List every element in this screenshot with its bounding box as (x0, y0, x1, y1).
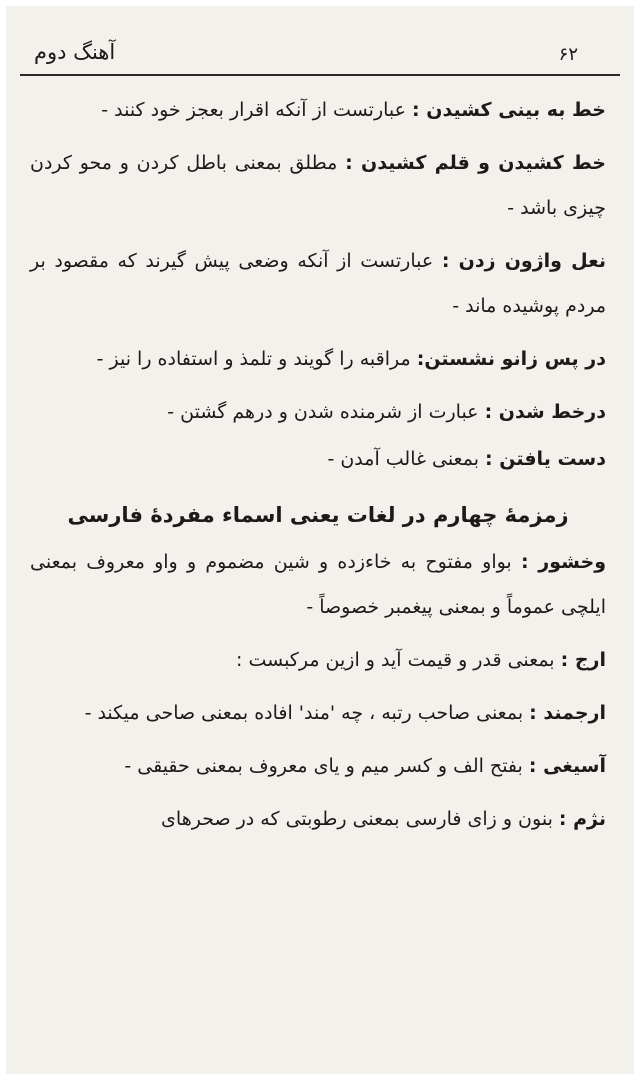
entry-definition: عبارتست از آنکه اقرار بعجز خود کنند - (101, 99, 406, 121)
entry-definition: بمعنی صاحب رتبه ، چه 'مند' افاده بمعنی صاحی میکند - (84, 702, 524, 724)
book-page (6, 6, 634, 1074)
dictionary-entry (30, 88, 606, 133)
dictionary-entry (30, 797, 606, 842)
dictionary-entry (30, 437, 606, 482)
dictionary-entry (30, 744, 606, 789)
dictionary-entry (30, 638, 606, 683)
entry-definition: بفتح الف و کسر میم و یای معروف بمعنی حقیقی - (124, 755, 523, 777)
entry-term: درخط شدن : (484, 401, 606, 423)
entry-definition: عبارت از شرمنده شدن و درهم گشتن - (167, 401, 479, 423)
entry-definition: بواو مفتوح به خاءزده و شین مضموم و واو معروف بمعنی ایلچی عموماً و بمعنی پیغمبر خصوصاً - (30, 551, 606, 618)
page-header (20, 30, 620, 76)
page-number: ۶۲ (558, 44, 578, 65)
dictionary-entry (30, 141, 606, 231)
running-head: آهنگ دوم (34, 40, 116, 64)
entry-term: وخشور : (520, 551, 606, 573)
entry-definition: بمعنی غالب آمدن - (327, 448, 479, 470)
entry-term: خط به بینی کشیدن : (412, 99, 606, 121)
entry-term: ارج : (560, 649, 606, 671)
entry-term: در پس زانو نشستن: (416, 348, 606, 370)
entry-definition: مراقبه را گویند و تلمذ و استفاده را نیز - (96, 348, 411, 370)
entry-definition: بنون و زای فارسی بمعنی رطوبتی که در صحرهای (161, 808, 553, 830)
entry-term: آسیغی : (528, 755, 606, 777)
dictionary-entry (30, 337, 606, 382)
entry-term: نعل واژون زدن : (441, 250, 606, 272)
dictionary-entry (30, 390, 606, 435)
entry-definition: بمعنی قدر و قیمت آید و ازین مرکبست : (236, 649, 555, 671)
dictionary-entry (30, 691, 606, 736)
dictionary-entry (30, 239, 606, 329)
chapter-heading: زمزمهٔ چهارم در لغات یعنی اسماء مفردهٔ فارسی (67, 503, 569, 527)
entry-term: دست یافتن : (485, 448, 606, 470)
page-body (30, 88, 606, 1054)
entry-definition: عبارتست از آنکه وضعی پیش گیرند که مقصود بر مردم پوشیده ماند - (30, 250, 606, 317)
entry-term: ارجمند : (529, 702, 606, 724)
entry-definition: مطلق بمعنی باطل کردن و محو کردن چیزی باشد - (30, 152, 606, 219)
entry-term: خط کشیدن و قلم کشیدن : (345, 152, 606, 174)
entry-term: نژم : (558, 808, 606, 830)
dictionary-entry (30, 540, 606, 630)
